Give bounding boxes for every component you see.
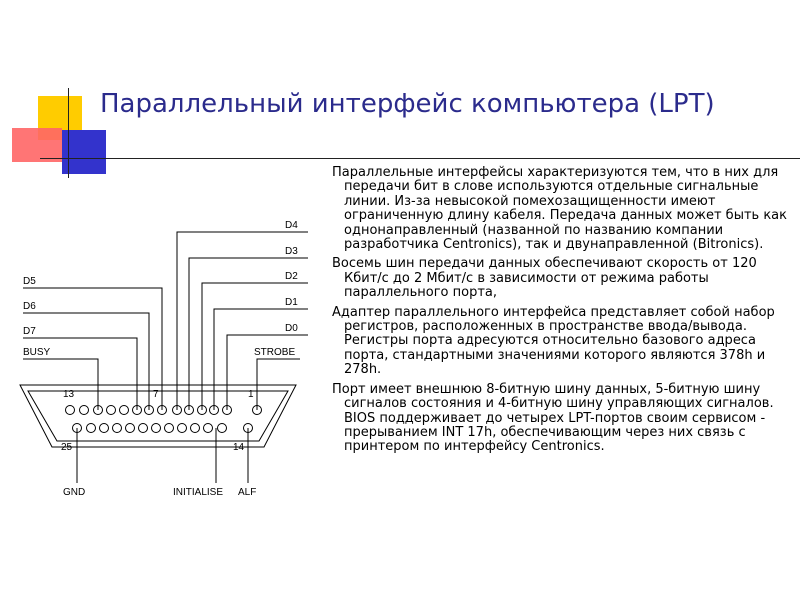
title-underline	[40, 158, 800, 159]
pin-12	[80, 406, 89, 415]
label-d5: D5	[23, 276, 36, 287]
pin-23	[100, 424, 109, 433]
pin-16b	[218, 424, 227, 433]
pin-row-top	[66, 406, 262, 415]
pin-22	[113, 424, 122, 433]
paragraph-4-extra: BIOS поддерживает до четырех LPT-портов своим сервисом - прерыванием INT 17h, обеспечивающим через них связь с принтером по интерфейсу Centronics.	[344, 410, 766, 455]
line-d4	[177, 232, 308, 410]
paragraph-4	[332, 383, 794, 455]
pin-13	[66, 406, 75, 415]
pin-19	[152, 424, 161, 433]
pin-18	[165, 424, 174, 433]
label-pin7: 7	[153, 389, 159, 400]
label-initialise: INITIALISE	[173, 487, 224, 498]
pin-9	[120, 406, 129, 415]
label-d1: D1	[285, 297, 298, 308]
lpt-connector-diagram	[8, 205, 308, 505]
label-pin13: 13	[63, 389, 75, 400]
paragraph-1: Параллельные интерфейсы характеризуются тем, что в них для передачи бит в слове используются отдельные сигнальные линии. Из-за невысокой помехозащищенности имеют ограниченную длину кабеля. Передача данных может быть как однонаправленный (названной по названию компании разработчика Centronics), так и двунаправленной (Bitronics).	[332, 165, 787, 253]
slide-title: Параллельный интерфейс компьютера (LPT)	[100, 89, 715, 119]
label-busy: BUSY	[23, 347, 51, 358]
pin-17	[178, 424, 187, 433]
label-strobe: STROBE	[254, 347, 296, 358]
slide-body	[332, 166, 794, 460]
label-d6: D6	[23, 301, 36, 312]
label-pin25: 25	[61, 442, 73, 453]
pin-row-bottom	[73, 424, 253, 433]
pin-24	[87, 424, 96, 433]
pin-15	[204, 424, 213, 433]
paragraph-4-text: Порт имеет внешнюю 8-битную шину данных, 5-битную шину сигналов состояния и 4-битную шину управляющих сигналов.	[332, 381, 774, 412]
decor-red-square	[12, 128, 62, 162]
decor-vertical-line	[68, 88, 69, 178]
pin-10	[107, 406, 116, 415]
pin-16	[191, 424, 200, 433]
label-pin14: 14	[233, 442, 245, 453]
label-alf: ALF	[238, 487, 257, 498]
pin-21	[126, 424, 135, 433]
label-pin1: 1	[248, 389, 254, 400]
label-d0: D0	[285, 323, 298, 334]
pin-20	[139, 424, 148, 433]
label-d3: D3	[285, 246, 298, 257]
paragraph-2: Восемь шин передачи данных обеспечивают скорость от 120 Кбит/с до 2 Мбит/с в зависимости от режима работы параллельного порта,	[332, 256, 757, 301]
label-d2: D2	[285, 271, 298, 282]
label-d4: D4	[285, 220, 298, 231]
paragraph-3: Адаптер параллельного интерфейса представляет собой набор регистров, расположенных в пространстве ввода/вывода. Регистры порта адресуются относительно базового адреса порта, стандартными значениями которого являются 378h и 278h.	[332, 304, 775, 378]
line-d6	[23, 313, 149, 410]
label-d7: D7	[23, 326, 36, 337]
label-gnd: GND	[63, 487, 86, 498]
